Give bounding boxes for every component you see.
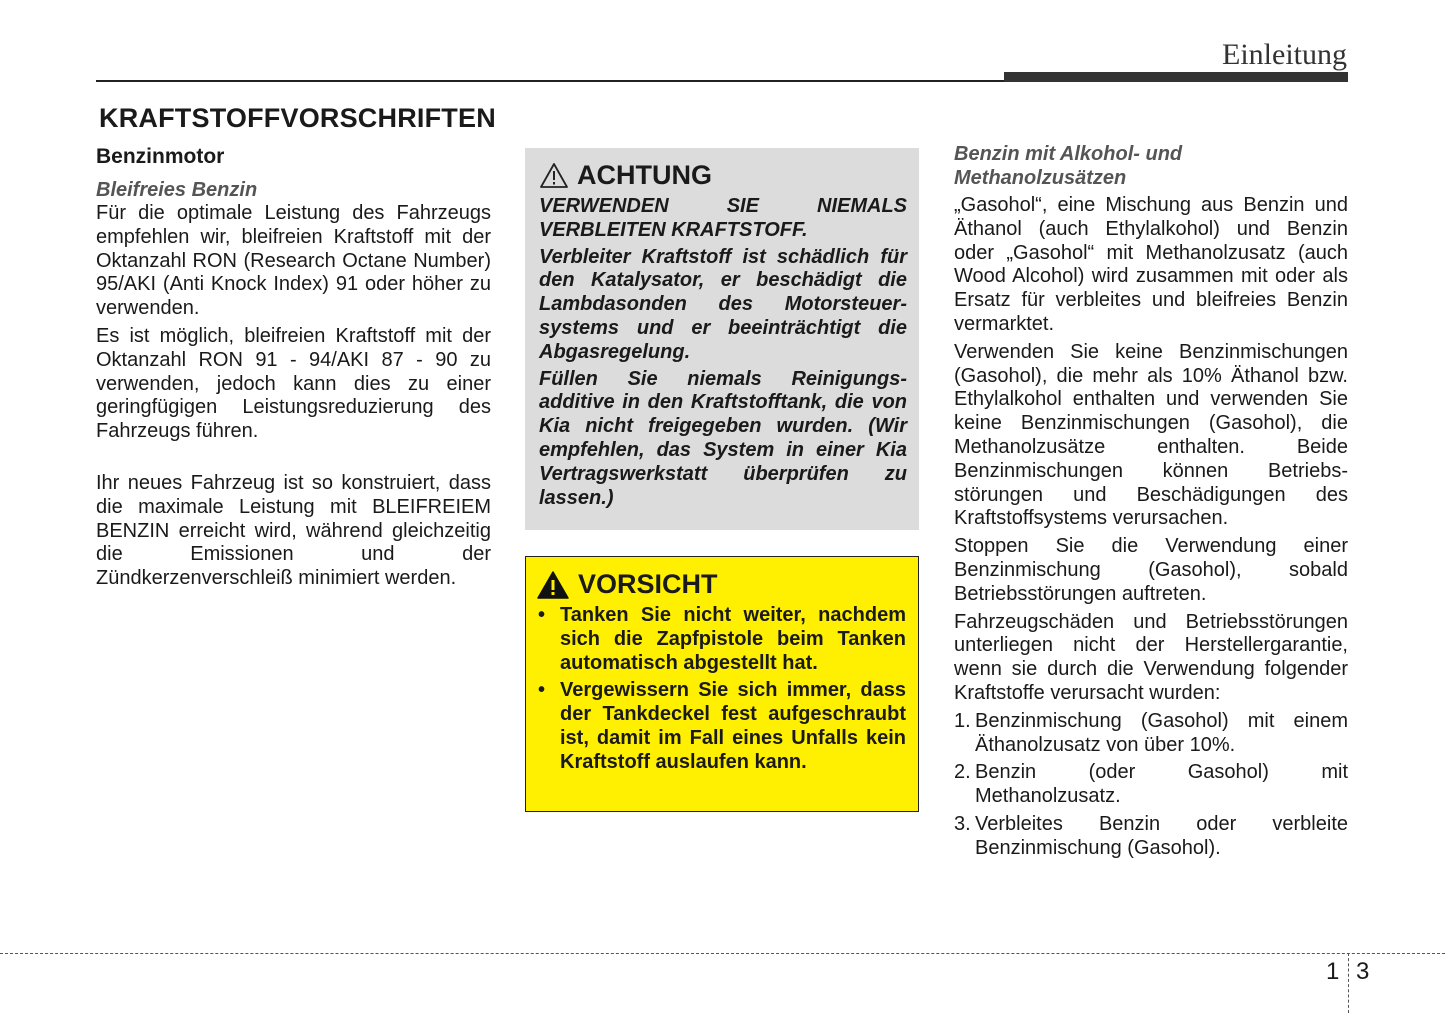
paragraph: Stoppen Sie die Verwendung einer Benzinmischung (Gasohol), sobald Betriebsstörungen auftreten.: [954, 535, 1348, 605]
heading-benzinmotor: Benzinmotor: [96, 145, 225, 168]
list-number: 3.: [954, 812, 971, 835]
achtung-box: [525, 148, 919, 530]
vorsicht-box: [525, 556, 919, 812]
footer-divider: [0, 953, 1445, 954]
paragraph: Fahrzeugschäden und Betriebsstörungen unterliegen nicht der Herstellergarantie, wenn sie durch die Verwendung folgender Kraftstoffe verursacht wurden:: [954, 610, 1348, 704]
list-item-text: Benzin (oder Gasohol) mit Methanolzusatz.: [975, 761, 1348, 808]
numbered-list: [954, 710, 1348, 861]
vorsicht-list: [536, 604, 906, 775]
paragraph: Für die optimale Leistung des Fahrzeugs empfehlen wir, bleifreien Kraftstoff mit der Oktanzahl RON (Research Octane Number) 95/AKI (Anti Knock Index) 91 oder höher zu verwenden.: [96, 202, 491, 320]
list-item: [954, 813, 1348, 861]
list-item: [954, 761, 1348, 809]
subheading-bleifreies-benzin: Bleifreies Benzin: [96, 179, 258, 201]
header-rule: [96, 80, 1006, 82]
warning-icon: [536, 570, 570, 600]
list-item-text: Vergewissern Sie sich immer, dass der Tankdeckel fest aufgeschraubt ist, damit im Fall eines Unfalls kein Kraftstoff auslaufen kann.: [560, 679, 906, 773]
paragraph: Verwenden Sie keine Benzinmischungen (Gasohol), die mehr als 10% Äthanol bzw. Ethylalkohol enthalten und verwenden Sie keine Benzinmischungen (Gasohol), die Methanolzusätze enthalten. Beide Benzinmischungen können Betriebs-störungen und Beschädigungen des Kraftstoffsystems verursachen.: [954, 340, 1348, 530]
subheading-alkohol-zusaetze: Benzin mit Alkohol- und Methanolzusätzen: [954, 143, 1183, 189]
list-item-text: Tanken Sie nicht weiter, nachdem sich die Zapfpistole beim Tanken automatisch abgestellt hat.: [560, 604, 906, 674]
paragraph: Es ist möglich, bleifreien Kraftstoff mit der Oktanzahl RON 91 - 94/AKI 87 - 90 zu verwenden, jedoch kann dies zu einer geringfügigen Leistungsreduzierung des Fahrzeugs führen.: [96, 324, 491, 443]
list-item: [954, 710, 1348, 758]
header-bar: [1004, 72, 1348, 82]
bullet: •: [538, 604, 546, 626]
footer-page-divider: [1348, 953, 1349, 1013]
section-title: KRAFTSTOFFVORSCHRIFTEN: [99, 103, 496, 133]
warning-outline-icon: [539, 162, 569, 189]
list-item-text: Benzinmischung (Gasohol) mit einem Äthanolzusatz von über 10%.: [975, 709, 1348, 756]
vorsicht-title: VORSICHT: [578, 569, 718, 599]
list-number: 1.: [954, 709, 971, 732]
achtung-paragraph: Füllen Sie niemals Reinigungs-additive in den Kraftstofftank, die von Kia nicht freigegeben wurden. (Wir empfehlen, das System in einer Kia Vertragswerkstatt überprüfen zu lassen.): [539, 367, 907, 509]
paragraph: „Gasohol“, eine Mischung aus Benzin und Äthanol (auch Ethylalkohol) und Benzin oder „Gasohol“ mit Methanolzusatz (auch Wood Alcohol) wird zusammen mit oder als Ersatz für verbleites und bleifreies Benzin vermarktet.: [954, 194, 1348, 335]
list-item: [536, 604, 906, 675]
page-number: 3: [1356, 958, 1370, 985]
chapter-number: 1: [1326, 958, 1340, 985]
chapter-title: Einleitung: [1222, 38, 1347, 71]
achtung-header: [539, 160, 907, 191]
list-number: 2.: [954, 761, 971, 784]
list-item-text: Verbleites Benzin oder verbleite Benzinmischung (Gasohol).: [975, 812, 1348, 859]
column-left: [96, 142, 491, 595]
vorsicht-header: [536, 569, 906, 600]
bullet: •: [538, 679, 546, 702]
achtung-paragraph: VERWENDEN SIE NIEMALS VERBLEITEN KRAFTSTOFF.: [539, 195, 907, 241]
paragraph: Ihr neues Fahrzeug ist so konstruiert, dass die maximale Leistung mit BLEIFREIEM BENZIN erreicht wird, während gleichzeitig die Emissionen und der Zündkerzenverschleiß minimiert werden.: [96, 471, 491, 590]
achtung-title: ACHTUNG: [577, 160, 712, 190]
achtung-paragraph: Verbleiter Kraftstoff ist schädlich für den Katalysator, er beschädigt die Lambdasonden des Motorsteuer-systems und er beeinträchtigt die Abgasregelung.: [539, 245, 907, 363]
list-item: [536, 679, 906, 774]
column-right: [954, 142, 1348, 865]
